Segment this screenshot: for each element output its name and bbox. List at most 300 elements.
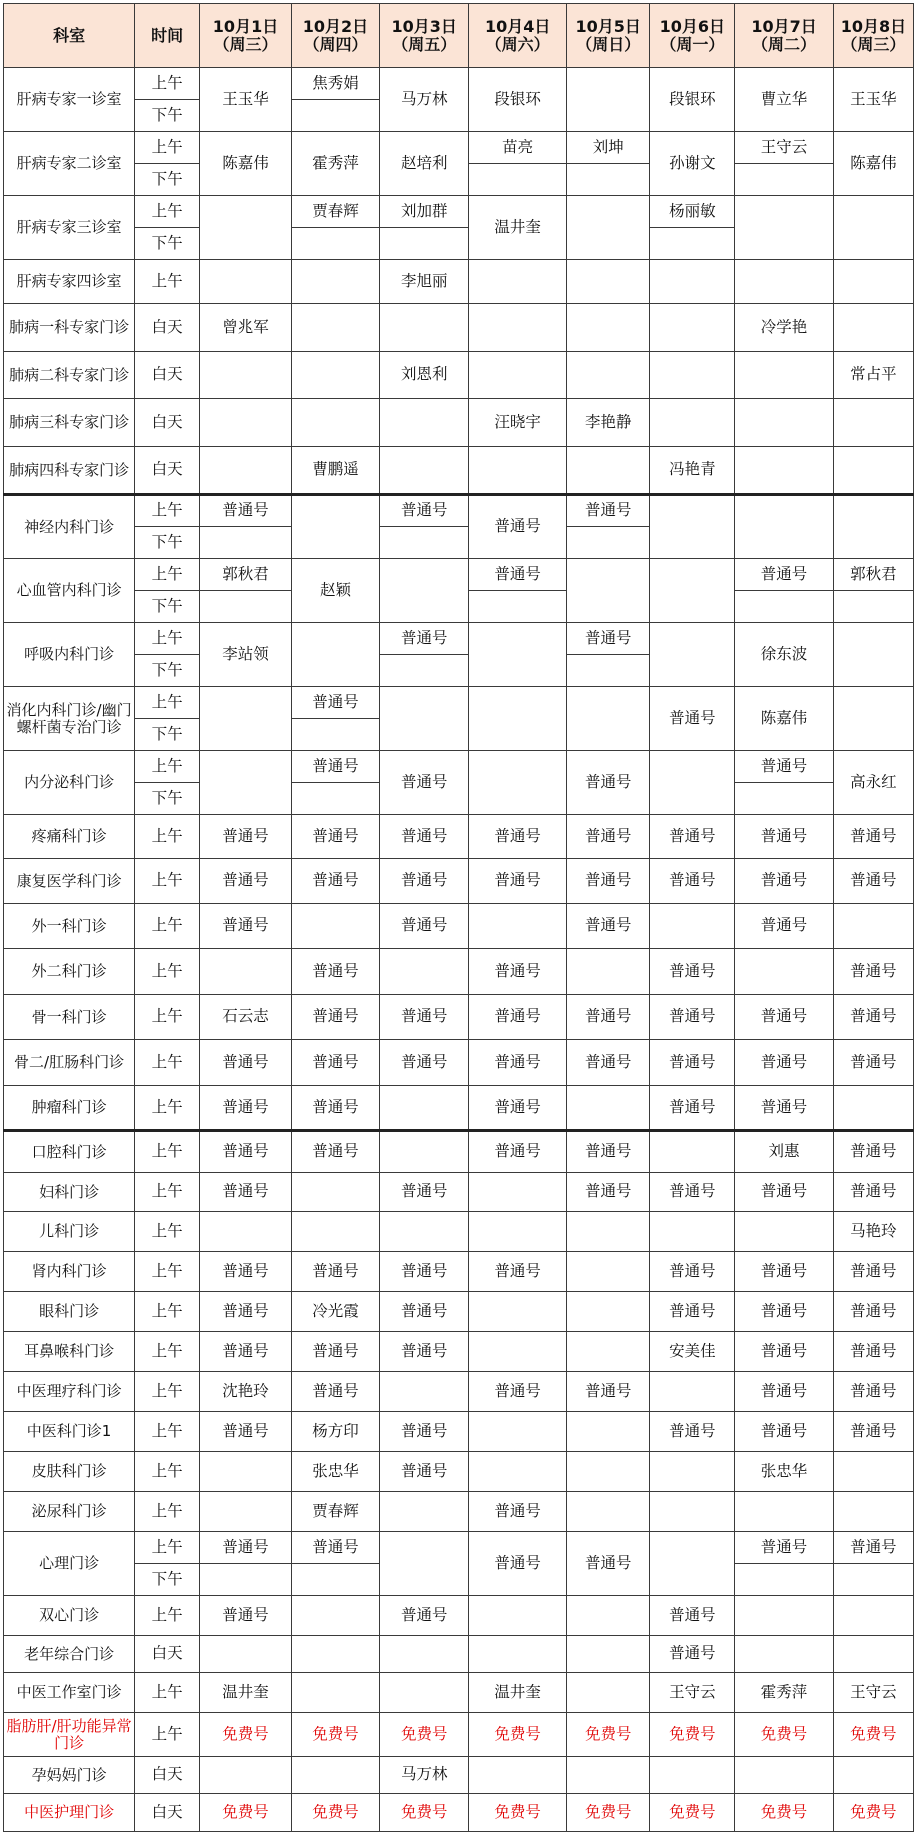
schedule-cell xyxy=(469,352,567,399)
time-slot-cell: 白天 xyxy=(135,1636,200,1673)
schedule-cell xyxy=(566,1212,650,1252)
schedule-cell xyxy=(469,304,567,352)
schedule-cell: 普通号 xyxy=(200,1412,292,1452)
schedule-cell: 普通号 xyxy=(200,1532,292,1564)
time-slot-cell: 下午 xyxy=(135,655,200,687)
schedule-cell: 曹鹏遥 xyxy=(291,447,379,495)
schedule-cell xyxy=(566,260,650,304)
schedule-cell: 郭秋君 xyxy=(833,559,913,591)
schedule-cell xyxy=(566,196,650,260)
schedule-cell xyxy=(735,591,834,623)
schedule-cell: 普通号 xyxy=(200,495,292,527)
schedule-cell: 普通号 xyxy=(650,1412,735,1452)
time-slot-cell: 上午 xyxy=(135,1412,200,1452)
schedule-cell: 普通号 xyxy=(291,815,379,859)
time-slot-cell: 上午 xyxy=(135,132,200,164)
schedule-cell xyxy=(833,447,913,495)
time-slot-cell: 白天 xyxy=(135,447,200,495)
department-cell: 心理门诊 xyxy=(4,1532,135,1596)
schedule-cell xyxy=(200,1757,292,1794)
table-row xyxy=(4,1757,914,1794)
schedule-cell: 普通号 xyxy=(469,1252,567,1292)
schedule-cell xyxy=(566,304,650,352)
schedule-cell xyxy=(469,591,567,623)
schedule-cell: 温井奎 xyxy=(200,1673,292,1713)
table-row xyxy=(4,352,914,399)
schedule-cell xyxy=(735,1212,834,1252)
schedule-cell: 普通号 xyxy=(735,815,834,859)
schedule-cell: 免费号 xyxy=(469,1794,567,1832)
schedule-cell: 曹立华 xyxy=(735,68,834,132)
schedule-cell: 普通号 xyxy=(566,1040,650,1086)
department-cell: 中医理疗科门诊 xyxy=(4,1372,135,1412)
schedule-cell: 普通号 xyxy=(291,1131,379,1173)
department-cell: 外一科门诊 xyxy=(4,904,135,949)
schedule-cell xyxy=(200,1452,292,1492)
schedule-cell: 普通号 xyxy=(650,687,735,751)
schedule-cell xyxy=(833,1452,913,1492)
schedule-cell xyxy=(380,1532,469,1596)
department-cell: 心血管内科门诊 xyxy=(4,559,135,623)
schedule-cell xyxy=(380,655,469,687)
table-row xyxy=(4,995,914,1040)
schedule-body xyxy=(4,68,914,1832)
schedule-cell xyxy=(200,352,292,399)
schedule-cell: 温井奎 xyxy=(469,196,567,260)
schedule-cell xyxy=(566,1757,650,1794)
schedule-cell: 王玉华 xyxy=(200,68,292,132)
schedule-cell xyxy=(735,196,834,260)
schedule-cell xyxy=(735,447,834,495)
schedule-cell xyxy=(735,1757,834,1794)
schedule-cell: 普通号 xyxy=(291,751,379,783)
schedule-cell: 免费号 xyxy=(650,1713,735,1757)
schedule-cell xyxy=(566,687,650,751)
schedule-cell: 普通号 xyxy=(200,1131,292,1173)
time-slot-cell: 白天 xyxy=(135,352,200,399)
schedule-cell: 普通号 xyxy=(380,815,469,859)
schedule-cell: 普通号 xyxy=(380,1040,469,1086)
schedule-cell xyxy=(291,352,379,399)
schedule-cell xyxy=(380,228,469,260)
schedule-cell: 普通号 xyxy=(469,495,567,559)
schedule-cell: 王守云 xyxy=(833,1673,913,1713)
schedule-cell: 徐东波 xyxy=(735,623,834,687)
schedule-cell: 普通号 xyxy=(833,1372,913,1412)
department-cell: 中医科门诊1 xyxy=(4,1412,135,1452)
schedule-cell xyxy=(380,949,469,995)
schedule-cell xyxy=(469,1412,567,1452)
schedule-cell: 普通号 xyxy=(200,859,292,904)
schedule-cell xyxy=(291,1564,379,1596)
schedule-cell: 普通号 xyxy=(380,1596,469,1636)
time-slot-cell: 上午 xyxy=(135,1372,200,1412)
department-cell: 中医护理门诊 xyxy=(4,1794,135,1832)
schedule-cell: 段银环 xyxy=(469,68,567,132)
time-slot-cell: 上午 xyxy=(135,1673,200,1713)
table-row xyxy=(4,1636,914,1673)
schedule-cell: 普通号 xyxy=(650,1173,735,1212)
department-cell: 骨一科门诊 xyxy=(4,995,135,1040)
time-slot-cell: 上午 xyxy=(135,1713,200,1757)
schedule-cell: 普通号 xyxy=(469,815,567,859)
schedule-cell xyxy=(833,1564,913,1596)
schedule-cell xyxy=(650,1452,735,1492)
table-row xyxy=(4,68,914,100)
schedule-cell: 贾春辉 xyxy=(291,196,379,228)
schedule-cell xyxy=(566,1332,650,1372)
schedule-cell xyxy=(566,447,650,495)
schedule-cell xyxy=(833,260,913,304)
schedule-cell xyxy=(735,783,834,815)
schedule-cell: 免费号 xyxy=(566,1794,650,1832)
schedule-cell: 普通号 xyxy=(200,1086,292,1131)
schedule-cell xyxy=(469,260,567,304)
schedule-cell: 焦秀娟 xyxy=(291,68,379,100)
schedule-cell: 普通号 xyxy=(735,1372,834,1412)
schedule-cell xyxy=(380,1372,469,1412)
schedule-cell xyxy=(650,1372,735,1412)
schedule-cell xyxy=(469,751,567,815)
schedule-cell xyxy=(566,1492,650,1532)
schedule-cell: 普通号 xyxy=(380,495,469,527)
schedule-cell: 免费号 xyxy=(735,1794,834,1832)
schedule-cell: 普通号 xyxy=(469,949,567,995)
schedule-cell xyxy=(650,399,735,447)
schedule-cell xyxy=(469,1636,567,1673)
schedule-cell: 霍秀萍 xyxy=(291,132,379,196)
table-row xyxy=(4,1452,914,1492)
time-slot-cell: 上午 xyxy=(135,1532,200,1564)
schedule-cell: 冯艳青 xyxy=(650,447,735,495)
department-cell: 肾内科门诊 xyxy=(4,1252,135,1292)
schedule-cell: 普通号 xyxy=(380,904,469,949)
time-slot-cell: 上午 xyxy=(135,1452,200,1492)
time-slot-cell: 上午 xyxy=(135,1212,200,1252)
department-cell: 内分泌科门诊 xyxy=(4,751,135,815)
department-cell: 妇科门诊 xyxy=(4,1173,135,1212)
schedule-cell: 普通号 xyxy=(735,751,834,783)
schedule-cell xyxy=(833,1757,913,1794)
schedule-cell: 张忠华 xyxy=(735,1452,834,1492)
schedule-cell: 陈嘉伟 xyxy=(833,132,913,196)
schedule-cell xyxy=(469,164,567,196)
table-row xyxy=(4,1412,914,1452)
schedule-cell: 普通号 xyxy=(291,1532,379,1564)
schedule-cell: 普通号 xyxy=(650,949,735,995)
schedule-cell: 普通号 xyxy=(735,995,834,1040)
schedule-cell xyxy=(735,260,834,304)
schedule-cell: 刘坤 xyxy=(566,132,650,164)
schedule-cell xyxy=(200,687,292,751)
schedule-cell: 免费号 xyxy=(291,1713,379,1757)
time-slot-cell: 上午 xyxy=(135,815,200,859)
schedule-cell xyxy=(650,1532,735,1596)
time-slot-cell: 上午 xyxy=(135,495,200,527)
time-slot-cell: 上午 xyxy=(135,1492,200,1532)
time-slot-cell: 上午 xyxy=(135,1332,200,1372)
department-cell: 肺病三科专家门诊 xyxy=(4,399,135,447)
time-slot-cell: 上午 xyxy=(135,1292,200,1332)
schedule-cell xyxy=(291,719,379,751)
department-cell: 肺病四科专家门诊 xyxy=(4,447,135,495)
schedule-cell: 普通号 xyxy=(380,1332,469,1372)
schedule-cell: 赵培利 xyxy=(380,132,469,196)
schedule-cell xyxy=(291,1673,379,1713)
header-date-oct-6: 10月6日 （周一） xyxy=(650,4,735,68)
header-row xyxy=(4,4,914,68)
schedule-cell: 普通号 xyxy=(833,1292,913,1332)
schedule-cell: 普通号 xyxy=(735,1173,834,1212)
department-cell: 中医工作室门诊 xyxy=(4,1673,135,1713)
schedule-cell xyxy=(650,904,735,949)
schedule-cell: 陈嘉伟 xyxy=(735,687,834,751)
schedule-cell: 普通号 xyxy=(200,904,292,949)
schedule-cell xyxy=(566,352,650,399)
schedule-cell: 普通号 xyxy=(566,904,650,949)
schedule-cell xyxy=(469,447,567,495)
time-slot-cell: 上午 xyxy=(135,1596,200,1636)
department-cell: 肿瘤科门诊 xyxy=(4,1086,135,1131)
department-cell: 康复医学科门诊 xyxy=(4,859,135,904)
table-row xyxy=(4,751,914,783)
time-slot-cell: 上午 xyxy=(135,1086,200,1131)
schedule-cell xyxy=(291,1596,379,1636)
time-slot-cell: 上午 xyxy=(135,623,200,655)
department-cell: 肝病专家一诊室 xyxy=(4,68,135,132)
schedule-cell xyxy=(650,1757,735,1794)
schedule-cell xyxy=(469,1757,567,1794)
schedule-cell: 普通号 xyxy=(380,1252,469,1292)
schedule-cell xyxy=(469,1596,567,1636)
table-row xyxy=(4,132,914,164)
time-slot-cell: 下午 xyxy=(135,1564,200,1596)
schedule-cell: 普通号 xyxy=(735,1252,834,1292)
schedule-cell: 普通号 xyxy=(469,559,567,591)
schedule-cell xyxy=(833,304,913,352)
table-row xyxy=(4,304,914,352)
time-slot-cell: 上午 xyxy=(135,196,200,228)
time-slot-cell: 白天 xyxy=(135,1757,200,1794)
schedule-cell: 汪晓宇 xyxy=(469,399,567,447)
department-cell: 肺病二科专家门诊 xyxy=(4,352,135,399)
schedule-cell: 普通号 xyxy=(650,1252,735,1292)
schedule-cell: 普通号 xyxy=(380,859,469,904)
department-cell: 肺病一科专家门诊 xyxy=(4,304,135,352)
schedule-cell: 冷光霞 xyxy=(291,1292,379,1332)
schedule-cell xyxy=(469,904,567,949)
time-slot-cell: 上午 xyxy=(135,260,200,304)
schedule-cell: 普通号 xyxy=(469,1492,567,1532)
schedule-cell: 王守云 xyxy=(650,1673,735,1713)
schedule-cell: 普通号 xyxy=(566,1131,650,1173)
schedule-cell: 普通号 xyxy=(566,495,650,527)
schedule-cell xyxy=(380,399,469,447)
table-row xyxy=(4,1492,914,1532)
department-cell: 肝病专家三诊室 xyxy=(4,196,135,260)
schedule-cell xyxy=(566,164,650,196)
schedule-cell: 普通号 xyxy=(735,1086,834,1131)
schedule-cell: 普通号 xyxy=(380,1452,469,1492)
schedule-cell: 普通号 xyxy=(291,949,379,995)
schedule-cell: 普通号 xyxy=(566,1532,650,1596)
schedule-cell xyxy=(833,687,913,751)
header-date-oct-8: 10月8日 （周三） xyxy=(833,4,913,68)
time-slot-cell: 下午 xyxy=(135,591,200,623)
schedule-cell xyxy=(380,1673,469,1713)
table-row xyxy=(4,1292,914,1332)
table-row xyxy=(4,1332,914,1372)
schedule-cell xyxy=(469,1292,567,1332)
schedule-cell: 杨丽敏 xyxy=(650,196,735,228)
department-cell: 口腔科门诊 xyxy=(4,1131,135,1173)
schedule-cell xyxy=(833,904,913,949)
schedule-cell: 普通号 xyxy=(200,815,292,859)
schedule-cell xyxy=(200,196,292,260)
schedule-cell: 普通号 xyxy=(380,1412,469,1452)
schedule-cell xyxy=(650,304,735,352)
schedule-cell: 普通号 xyxy=(650,815,735,859)
schedule-cell: 普通号 xyxy=(833,1040,913,1086)
schedule-cell: 普通号 xyxy=(469,1532,567,1596)
schedule-cell: 普通号 xyxy=(291,1332,379,1372)
table-row xyxy=(4,1596,914,1636)
schedule-cell: 赵颖 xyxy=(291,559,379,623)
schedule-cell xyxy=(380,304,469,352)
table-row xyxy=(4,1212,914,1252)
schedule-cell: 马艳玲 xyxy=(833,1212,913,1252)
schedule-cell: 普通号 xyxy=(200,1292,292,1332)
schedule-cell xyxy=(833,1636,913,1673)
schedule-cell xyxy=(291,623,379,687)
schedule-cell: 普通号 xyxy=(735,1040,834,1086)
time-slot-cell: 上午 xyxy=(135,995,200,1040)
table-row xyxy=(4,904,914,949)
schedule-cell xyxy=(469,1173,567,1212)
schedule-cell xyxy=(566,1292,650,1332)
department-cell: 眼科门诊 xyxy=(4,1292,135,1332)
schedule-cell: 陈嘉伟 xyxy=(200,132,292,196)
table-row xyxy=(4,859,914,904)
schedule-cell xyxy=(566,527,650,559)
schedule-cell xyxy=(833,1086,913,1131)
schedule-cell xyxy=(291,260,379,304)
schedule-cell: 贾春辉 xyxy=(291,1492,379,1532)
schedule-cell xyxy=(469,687,567,751)
schedule-cell: 普通号 xyxy=(469,1086,567,1131)
schedule-cell xyxy=(200,1212,292,1252)
schedule-cell: 普通号 xyxy=(291,1252,379,1292)
schedule-cell xyxy=(200,260,292,304)
schedule-cell: 马万林 xyxy=(380,68,469,132)
schedule-cell: 普通号 xyxy=(380,1173,469,1212)
schedule-cell: 杨方印 xyxy=(291,1412,379,1452)
schedule-cell xyxy=(200,1564,292,1596)
schedule-cell: 普通号 xyxy=(566,815,650,859)
schedule-cell: 普通号 xyxy=(200,1252,292,1292)
table-row xyxy=(4,1673,914,1713)
schedule-cell: 普通号 xyxy=(380,995,469,1040)
schedule-cell: 普通号 xyxy=(735,904,834,949)
schedule-cell: 高永红 xyxy=(833,751,913,815)
schedule-cell xyxy=(833,623,913,687)
clinic-schedule-table xyxy=(3,3,914,1832)
schedule-cell: 普通号 xyxy=(735,559,834,591)
department-cell: 肝病专家二诊室 xyxy=(4,132,135,196)
department-cell: 疼痛科门诊 xyxy=(4,815,135,859)
schedule-cell: 苗亮 xyxy=(469,132,567,164)
schedule-cell xyxy=(469,1212,567,1252)
schedule-cell xyxy=(291,228,379,260)
schedule-cell xyxy=(735,164,834,196)
table-row xyxy=(4,949,914,995)
schedule-cell xyxy=(735,1564,834,1596)
table-row xyxy=(4,1372,914,1412)
department-cell: 皮肤科门诊 xyxy=(4,1452,135,1492)
time-slot-cell: 上午 xyxy=(135,1252,200,1292)
time-slot-cell: 白天 xyxy=(135,399,200,447)
schedule-cell: 普通号 xyxy=(833,1412,913,1452)
time-slot-cell: 下午 xyxy=(135,527,200,559)
table-row xyxy=(4,1173,914,1212)
schedule-cell: 普通号 xyxy=(291,859,379,904)
table-row xyxy=(4,1532,914,1564)
table-row xyxy=(4,260,914,304)
schedule-cell: 普通号 xyxy=(200,1332,292,1372)
schedule-cell: 普通号 xyxy=(735,1292,834,1332)
schedule-cell: 安美佳 xyxy=(650,1332,735,1372)
schedule-cell xyxy=(291,1212,379,1252)
schedule-cell: 普通号 xyxy=(291,1086,379,1131)
schedule-cell xyxy=(650,228,735,260)
schedule-cell: 免费号 xyxy=(566,1713,650,1757)
schedule-cell: 普通号 xyxy=(833,859,913,904)
table-row xyxy=(4,815,914,859)
time-slot-cell: 下午 xyxy=(135,100,200,132)
schedule-cell: 普通号 xyxy=(735,1532,834,1564)
schedule-cell xyxy=(200,1492,292,1532)
schedule-cell: 普通号 xyxy=(566,1173,650,1212)
time-slot-cell: 白天 xyxy=(135,1794,200,1832)
schedule-cell xyxy=(650,495,735,559)
header-date-oct-7: 10月7日 （周二） xyxy=(735,4,834,68)
schedule-cell: 李旭丽 xyxy=(380,260,469,304)
schedule-cell: 普通号 xyxy=(833,1131,913,1173)
table-row xyxy=(4,495,914,527)
time-slot-cell: 下午 xyxy=(135,164,200,196)
schedule-cell xyxy=(833,399,913,447)
schedule-cell: 普通号 xyxy=(566,859,650,904)
schedule-cell xyxy=(735,495,834,559)
schedule-cell xyxy=(735,949,834,995)
time-slot-cell: 上午 xyxy=(135,687,200,719)
schedule-cell xyxy=(833,1596,913,1636)
schedule-cell: 李站领 xyxy=(200,623,292,687)
schedule-cell: 普通号 xyxy=(833,1252,913,1292)
table-row xyxy=(4,1131,914,1173)
schedule-cell: 普通号 xyxy=(291,1372,379,1412)
schedule-cell xyxy=(650,1492,735,1532)
schedule-cell: 普通号 xyxy=(469,1131,567,1173)
schedule-cell: 王玉华 xyxy=(833,68,913,132)
schedule-cell xyxy=(566,1596,650,1636)
schedule-cell xyxy=(566,655,650,687)
schedule-cell xyxy=(650,1212,735,1252)
schedule-cell xyxy=(380,1492,469,1532)
schedule-cell: 普通号 xyxy=(469,1040,567,1086)
schedule-cell: 刘惠 xyxy=(735,1131,834,1173)
time-slot-cell: 下午 xyxy=(135,228,200,260)
